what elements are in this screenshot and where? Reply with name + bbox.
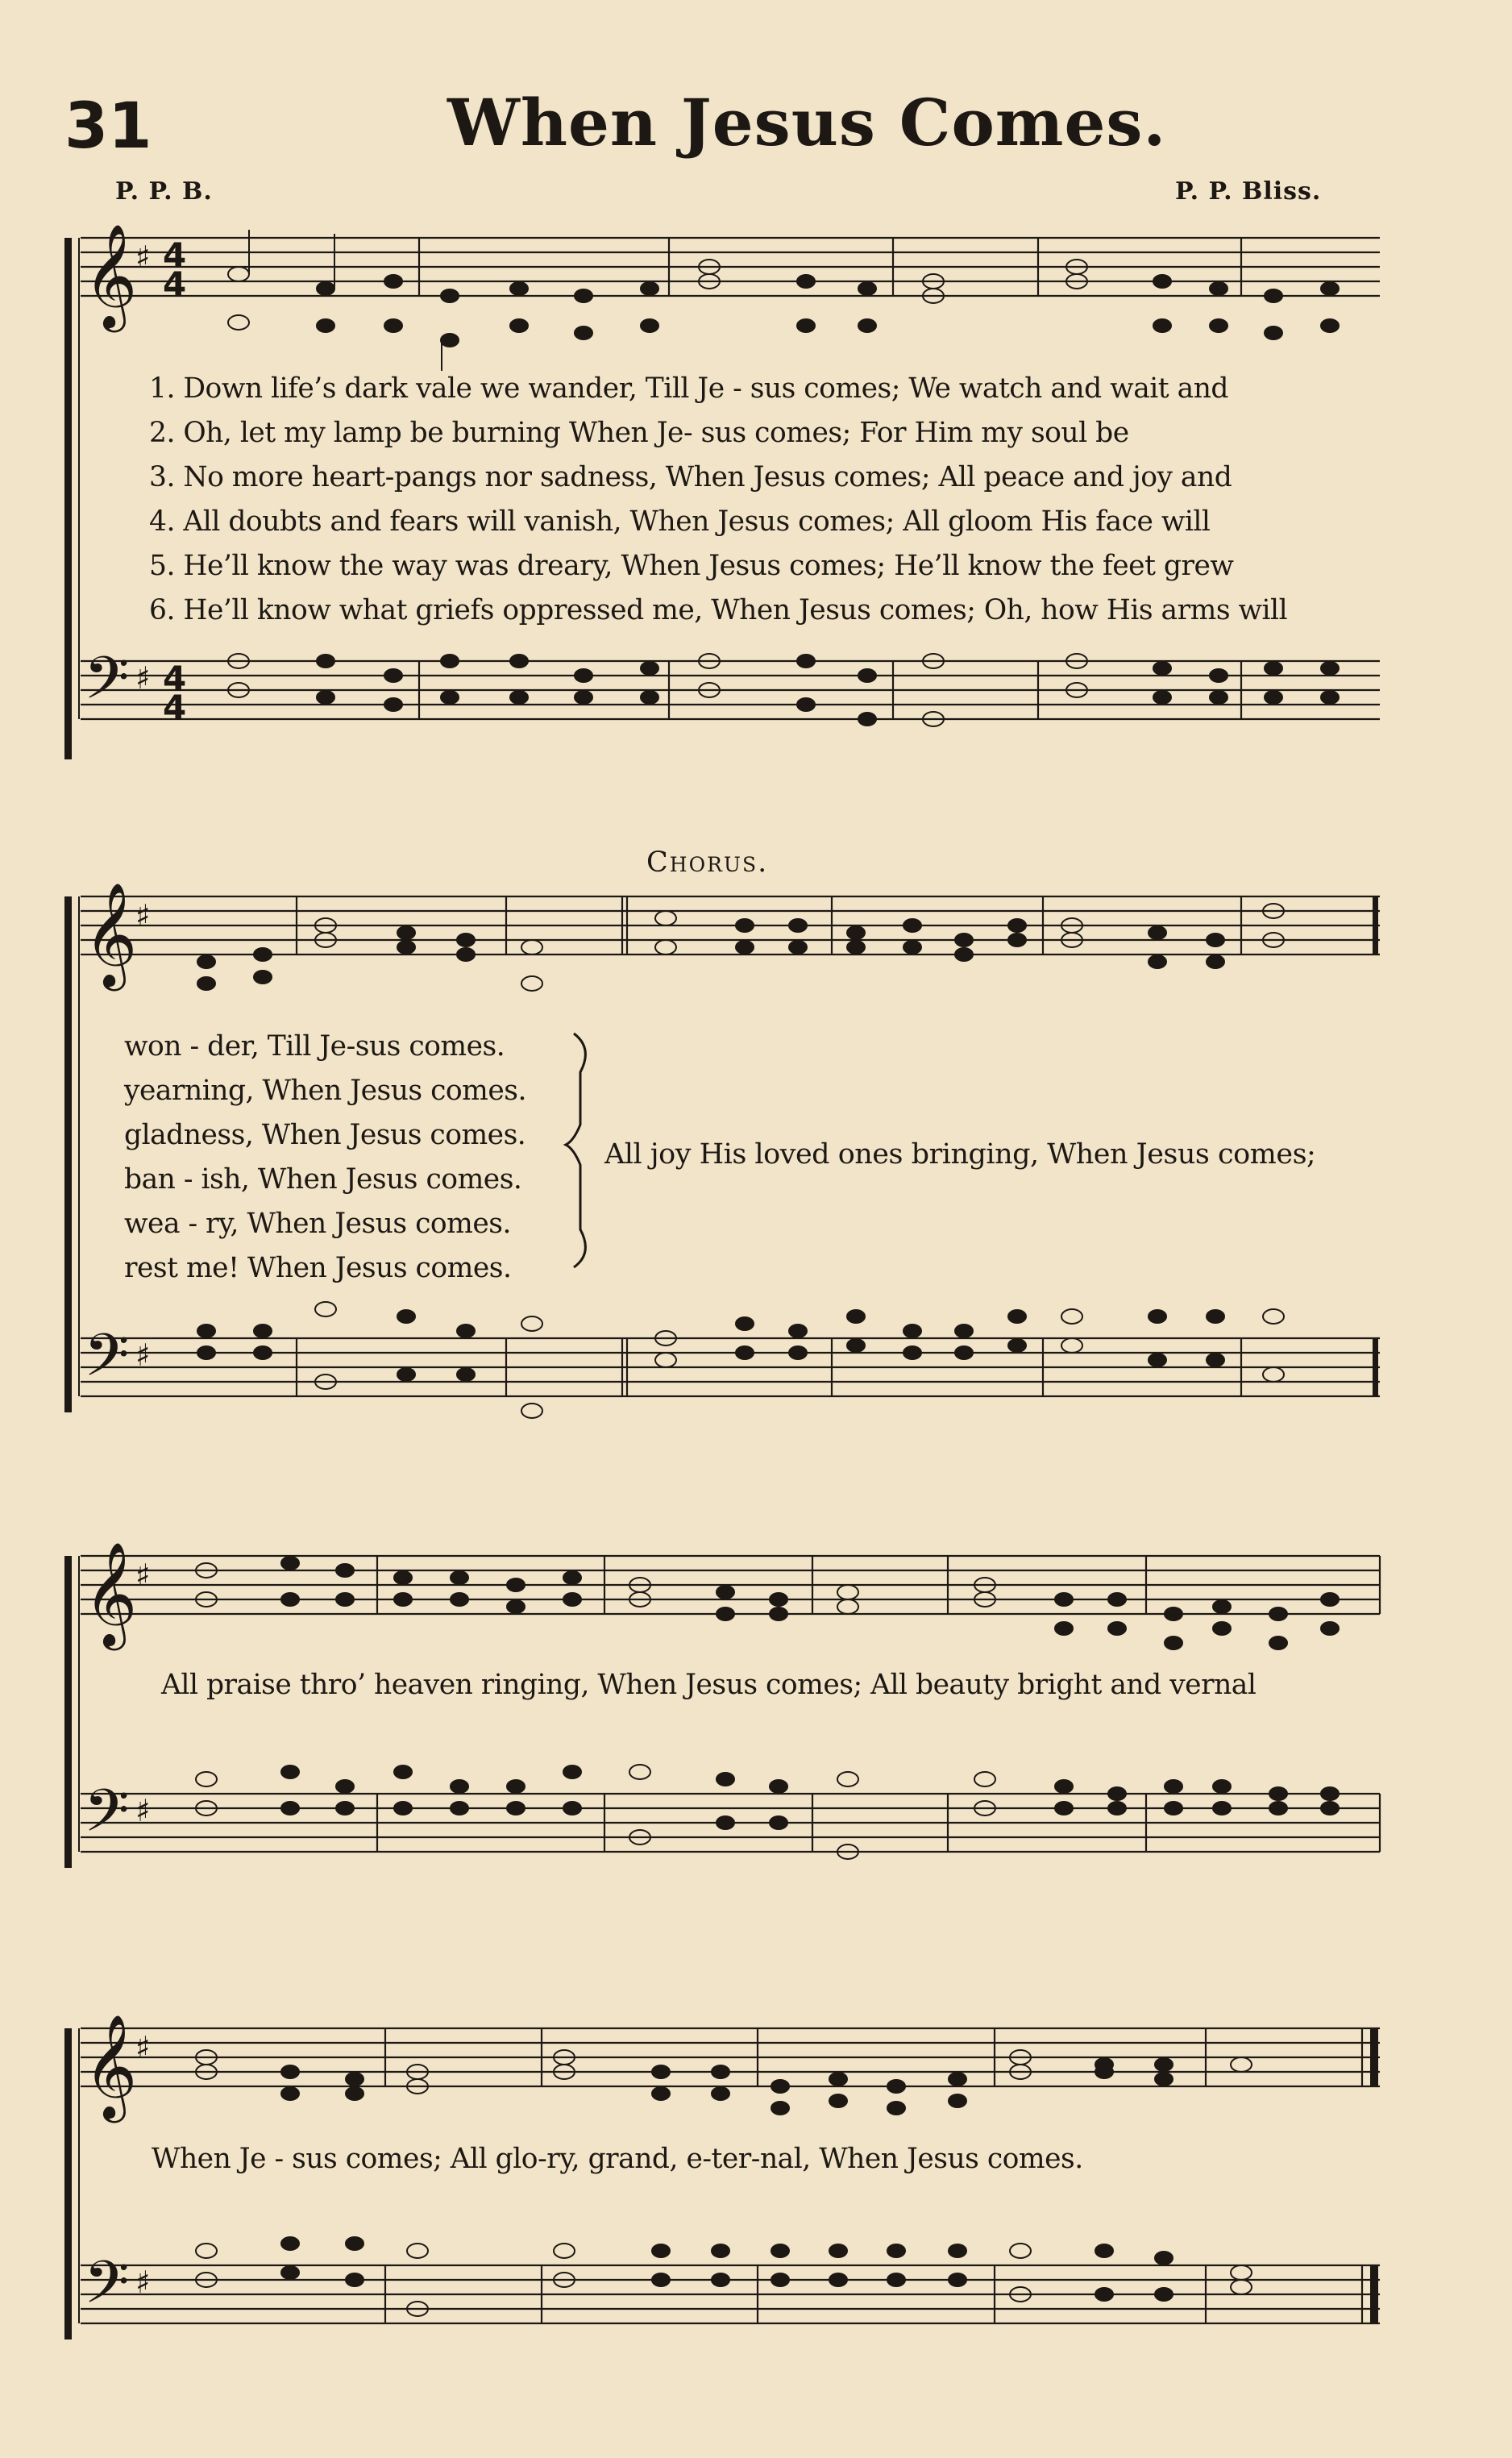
verse-line-1: 1. Down life’s dark vale we wander, Till Je - sus comes; We watch and wait and: [149, 372, 1228, 405]
verse-ending-2: yearning, When Jesus comes.: [124, 1075, 526, 1107]
verse-line-5: 5. He’ll know the way was dreary, When Jesus comes; He’ll know the feet grew: [149, 550, 1234, 582]
svg-text:𝄞: 𝄞: [84, 1541, 138, 1646]
verse-line-6: 6. He’ll know what griefs oppressed me, When Jesus comes; Oh, how His arms will: [149, 594, 1288, 626]
svg-text:♯: ♯: [135, 2265, 151, 2300]
verse-line-2: 2. Oh, let my lamp be burning When Je- sus comes; For Him my soul be: [149, 417, 1129, 449]
svg-text:♯: ♯: [135, 898, 151, 934]
chorus-line-2: All praise thro’ heaven ringing, When Jesus comes; All beauty bright and vernal: [161, 1669, 1257, 1701]
verse-ending-6: rest me! When Jesus comes.: [124, 1252, 512, 1284]
svg-text:♯: ♯: [135, 239, 151, 275]
svg-text:♯: ♯: [135, 1793, 151, 1828]
svg-text:♯: ♯: [135, 2030, 151, 2065]
svg-text:♯: ♯: [135, 1558, 151, 1593]
svg-text:♯: ♯: [135, 1337, 151, 1373]
chorus-line-3: When Je - sus comes; All glo-ry, grand, e-ter-nal, When Jesus comes.: [152, 2143, 1083, 2175]
hymn-title: When Jesus Comes.: [447, 85, 1167, 160]
svg-text:𝄞: 𝄞: [84, 2014, 138, 2119]
chorus-line-1: All joy His loved ones bringing, When Jesus comes;: [604, 1138, 1316, 1171]
composer-credit: P. P. Bliss.: [1175, 177, 1322, 206]
svg-text:𝄞: 𝄞: [84, 223, 138, 328]
svg-text:♯: ♯: [135, 660, 151, 696]
svg-text:𝄞: 𝄞: [84, 882, 138, 987]
svg-text:𝄢: 𝄢: [84, 1320, 130, 1404]
verse-ending-5: wea - ry, When Jesus comes.: [124, 1208, 511, 1240]
svg-text:4: 4: [163, 264, 187, 304]
svg-text:𝄢: 𝄢: [84, 1776, 130, 1859]
verse-ending-4: ban - ish, When Jesus comes.: [124, 1163, 522, 1196]
svg-text:4: 4: [163, 659, 187, 698]
verse-ending-3: gladness, When Jesus comes.: [124, 1119, 526, 1151]
verse-ending-1: won - der, Till Je-sus comes.: [124, 1030, 505, 1063]
svg-text:4: 4: [163, 688, 187, 727]
hymn-number: 31: [64, 90, 152, 163]
lyricist-credit: P. P. B.: [115, 177, 213, 206]
svg-text:𝄢: 𝄢: [84, 643, 130, 726]
chorus-label: Chorus.: [646, 846, 769, 879]
verse-line-3: 3. No more heart-pangs nor sadness, When Jesus comes; All peace and joy and: [149, 461, 1232, 493]
verse-line-4: 4. All doubts and fears will vanish, When Jesus comes; All gloom His face will: [149, 505, 1211, 538]
svg-text:4: 4: [163, 235, 187, 275]
svg-text:𝄢: 𝄢: [84, 2248, 130, 2331]
